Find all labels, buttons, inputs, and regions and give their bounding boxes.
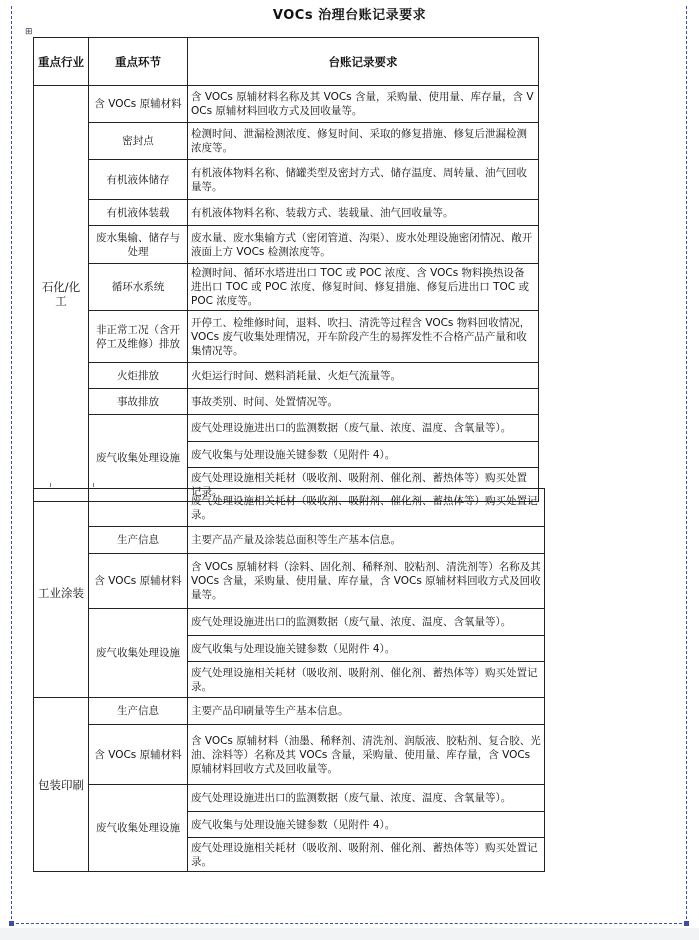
table-row [34, 123, 539, 160]
key-link-cell: 循环水系统 [89, 264, 188, 311]
requirement-cell: 废气处理设施相关耗材（吸收剂、吸附剂、催化剂、蓄热体等）购买处置记录。 [188, 468, 539, 502]
requirement-cell: 事故类别、时间、处置情况等。 [188, 389, 539, 415]
key-link-cell: 含 VOCs 原辅材料 [89, 554, 188, 609]
requirement-cell: 检测时间、泄漏检测浓度、修复时间、采取的修复措施、修复后泄漏检测浓度等。 [188, 123, 539, 160]
key-link-cell: 密封点 [89, 123, 188, 160]
requirement-cell: 废气收集与处理设施关键参数（见附件 4）。 [188, 636, 545, 662]
table-row [34, 264, 539, 311]
key-link-cell: 事故排放 [89, 389, 188, 415]
requirement-cell: 含 VOCs 原辅材料（涂料、固化剂、稀释剂、胶粘剂、清洗剂等）名称及其 VOCs 含量，采购量、使用量、库存量，含 VOCs 原辅材料回收方式及回收量等。 [188, 554, 545, 609]
requirement-cell: 废水量、废水集输方式（密闭管道、沟渠）、废水处理设施密闭情况、敞开液面上方 VOCs 检测浓度等。 [188, 226, 539, 264]
header-requirement: 台账记录要求 [188, 38, 539, 86]
table-row [34, 698, 545, 725]
table-row [34, 785, 545, 812]
table-row [34, 226, 539, 264]
key-link-cell: 有机液体装载 [89, 200, 188, 226]
requirement-cell: 检测时间、循环水塔进出口 TOC 或 POC 浓度、含 VOCs 物料换热设备进出口 TOC 或 POC 浓度、修复时间、修复措施、修复后进出口 TOC 或 POC 浓度等。 [188, 264, 539, 311]
key-link-cell: 生产信息 [89, 698, 188, 725]
ledger-table-part2 [33, 488, 545, 872]
requirement-cell: 有机液体物料名称、储罐类型及密封方式、储存温度、周转量、油气回收量等。 [188, 160, 539, 200]
key-link-cell: 火炬排放 [89, 363, 188, 389]
table-row [34, 554, 545, 609]
requirement-cell: 火炬运行时间、燃料消耗量、火炬气流量等。 [188, 363, 539, 389]
key-link-cell: 废气收集处理设施 [89, 415, 188, 502]
requirement-cell: 有机液体物料名称、装载方式、装载量、油气回收量等。 [188, 200, 539, 226]
ledger-table-part1 [33, 37, 539, 502]
key-link-cell: 废气收集处理设施 [89, 609, 188, 698]
header-key-link: 重点环节 [89, 38, 188, 86]
key-link-cell: 非正常工况（含开停工及维修）排放 [89, 311, 188, 363]
requirement-cell: 开停工、检维修时间，退料、吹扫、清洗等过程含 VOCs 物料回收情况，VOCs 废气收集处理情况，开车阶段产生的易挥发性不合格产品产量和收集情况等。 [188, 311, 539, 363]
table-row [34, 725, 545, 785]
requirement-cell: 废气处理设施进出口的监测数据（废气量、浓度、温度、含氧量等）。 [188, 785, 545, 812]
table-row [34, 489, 545, 527]
key-link-cell: 生产信息 [89, 527, 188, 554]
key-link-cell: 含 VOCs 原辅材料 [89, 86, 188, 123]
table-row [34, 609, 545, 636]
table-continuation-mark [50, 483, 51, 487]
table-row [34, 86, 539, 123]
table-row [34, 389, 539, 415]
table-row [34, 415, 539, 442]
requirement-cell: 废气处理设施进出口的监测数据（废气量、浓度、温度、含氧量等）。 [188, 415, 539, 442]
requirement-cell: 废气收集与处理设施关键参数（见附件 4）。 [188, 442, 539, 468]
requirement-cell: 主要产品印刷量等生产基本信息。 [188, 698, 545, 725]
requirement-cell: 废气处理设施进出口的监测数据（废气量、浓度、温度、含氧量等）。 [188, 609, 545, 636]
table-continuation-mark [93, 483, 94, 487]
requirement-cell: 含 VOCs 原辅材料（油墨、稀释剂、清洗剂、润版液、胶粘剂、复合胶、光油、涂料等）名称及其 VOCs 含量，采购量、使用量、库存量，含 VOCs 原辅材料回收方式及回收量等。 [188, 725, 545, 785]
requirement-cell: 含 VOCs 原辅材料名称及其 VOCs 含量，采购量、使用量、库存量，含 VOCs 原辅材料回收方式及回收量等。 [188, 86, 539, 123]
industry-cell: 包装印刷 [34, 698, 89, 872]
requirement-cell: 废气处理设施相关耗材（吸收剂、吸附剂、催化剂、蓄热体等）购买处置记录。 [188, 838, 545, 872]
requirement-cell: 主要产品产量及涂装总面积等生产基本信息。 [188, 527, 545, 554]
table-row [34, 160, 539, 200]
key-link-cell [89, 489, 188, 527]
document-title: VOCs 治理台账记录要求 [272, 8, 427, 23]
table-row [34, 363, 539, 389]
page-corner-marker [684, 921, 689, 926]
requirement-cell: 废气处理设施相关耗材（吸收剂、吸附剂、催化剂、蓄热体等）购买处置记录。 [188, 489, 545, 527]
table-anchor-icon[interactable]: ⊞ [25, 27, 33, 37]
page-corner-marker [9, 921, 14, 926]
requirement-cell: 废气处理设施相关耗材（吸收剂、吸附剂、催化剂、蓄热体等）购买处置记录。 [188, 662, 545, 698]
table-header-row [34, 38, 539, 86]
industry-cell: 工业涂装 [34, 489, 89, 698]
table-row [34, 527, 545, 554]
header-industry: 重点行业 [34, 38, 89, 86]
table-row [34, 200, 539, 226]
key-link-cell: 废水集输、储存与处理 [89, 226, 188, 264]
table-row [34, 311, 539, 363]
key-link-cell: 废气收集处理设施 [89, 785, 188, 872]
industry-cell: 石化/化工 [34, 86, 89, 502]
page-footer-band [0, 928, 699, 940]
requirement-cell: 废气收集与处理设施关键参数（见附件 4）。 [188, 812, 545, 838]
key-link-cell: 有机液体储存 [89, 160, 188, 200]
key-link-cell: 含 VOCs 原辅材料 [89, 725, 188, 785]
